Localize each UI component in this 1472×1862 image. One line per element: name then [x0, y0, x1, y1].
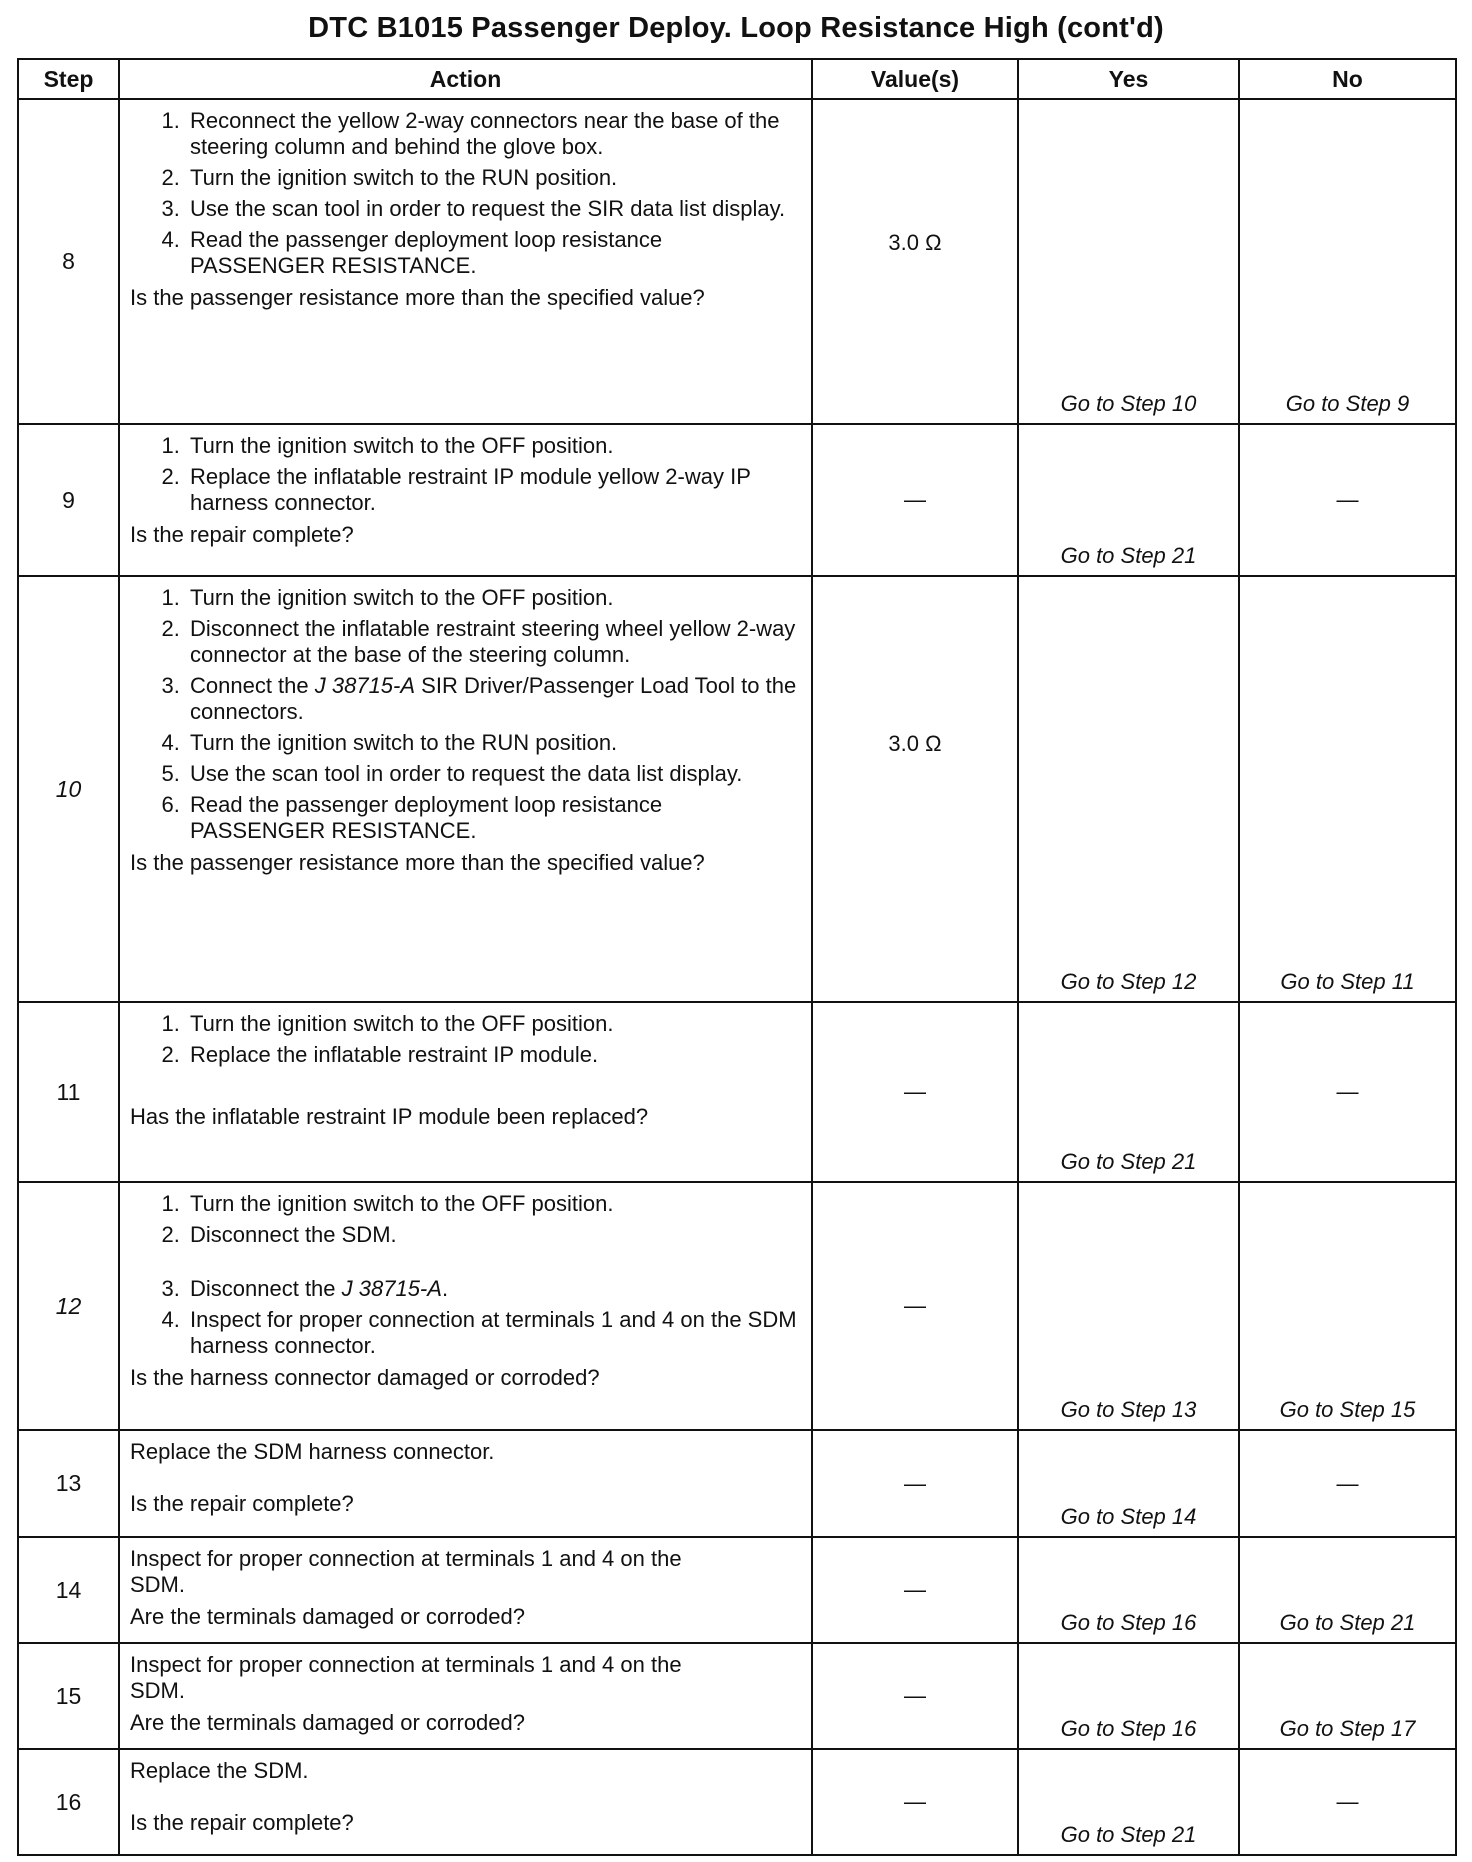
table-row [18, 424, 1456, 576]
header-values: Value(s) [812, 59, 1018, 99]
step-number: 15 [18, 1643, 119, 1749]
no-cell: — [1239, 424, 1456, 576]
tool-reference: J 38715-A [314, 673, 416, 698]
no-cell: Go to Step 17 [1239, 1643, 1456, 1749]
value-cell: — [812, 1643, 1018, 1749]
yes-cell: Go to Step 10 [1018, 99, 1239, 424]
step-number: 16 [18, 1749, 119, 1855]
table-row [18, 1537, 1456, 1643]
value-cell [812, 576, 1018, 1002]
action-question: Is the passenger resistance more than the specified value? [130, 850, 705, 875]
yes-cell: Go to Step 12 [1018, 576, 1239, 1002]
action-text: Replace the SDM. [130, 1758, 309, 1783]
value-cell: — [812, 1002, 1018, 1182]
action-item: 3. Connect the J 38715-A SIR Driver/Passenger Load Tool to the connectors. [186, 673, 801, 725]
action-item: 2. Disconnect the SDM. [186, 1222, 801, 1248]
action-item: 1. Turn the ignition switch to the OFF position. [186, 1191, 801, 1217]
yes-cell: Go to Step 13 [1018, 1182, 1239, 1430]
action-item: 3. Disconnect the J 38715-A. [186, 1276, 801, 1302]
action-question: Is the harness connector damaged or corroded? [130, 1365, 600, 1390]
action-cell [119, 1749, 812, 1855]
step-number: 13 [18, 1430, 119, 1537]
step-number: 10 [18, 576, 119, 1002]
step-number: 12 [18, 1182, 119, 1430]
action-item: 1. Reconnect the yellow 2-way connectors near the base of the steering column and behind the glove box. [186, 108, 801, 160]
step-number: 11 [18, 1002, 119, 1182]
action-item: 4. Inspect for proper connection at terminals 1 and 4 on the SDM harness connector. [186, 1307, 801, 1359]
action-question: Is the repair complete? [130, 1810, 354, 1835]
step-number: 9 [18, 424, 119, 576]
action-question: Are the terminals damaged or corroded? [130, 1710, 525, 1735]
action-cell [119, 424, 812, 576]
no-cell: Go to Step 15 [1239, 1182, 1456, 1430]
action-item: 2. Turn the ignition switch to the RUN position. [186, 165, 801, 191]
action-cell [119, 99, 812, 424]
value-text: 3.0 Ω [888, 230, 942, 255]
no-cell: Go to Step 9 [1239, 99, 1456, 424]
action-item: 2. Disconnect the inflatable restraint steering wheel yellow 2-way connector at the base of the steering column. [186, 616, 801, 668]
table-row [18, 1002, 1456, 1182]
action-cell [119, 1537, 812, 1643]
action-item: 4. Read the passenger deployment loop resistance PASSENGER RESISTANCE. [186, 227, 801, 279]
action-item: 1. Turn the ignition switch to the OFF position. [186, 1011, 801, 1037]
table-row [18, 99, 1456, 424]
yes-cell: Go to Step 21 [1018, 1002, 1239, 1182]
header-action: Action [119, 59, 812, 99]
action-question: Is the passenger resistance more than the specified value? [130, 285, 705, 310]
action-item: 6. Read the passenger deployment loop resistance PASSENGER RESISTANCE. [186, 792, 801, 844]
action-cell [119, 1643, 812, 1749]
action-text: Inspect for proper connection at terminals 1 and 4 on the SDM. [130, 1546, 682, 1597]
diagnostic-table [17, 58, 1457, 1856]
no-cell: — [1239, 1002, 1456, 1182]
table-row [18, 1182, 1456, 1430]
action-cell [119, 1002, 812, 1182]
value-cell: — [812, 1182, 1018, 1430]
table-header-row [18, 59, 1456, 99]
action-cell [119, 1182, 812, 1430]
value-cell: — [812, 424, 1018, 576]
action-item: 1. Turn the ignition switch to the OFF position. [186, 433, 801, 459]
no-cell: Go to Step 11 [1239, 576, 1456, 1002]
yes-cell: Go to Step 16 [1018, 1537, 1239, 1643]
value-cell: — [812, 1749, 1018, 1855]
page-title: DTC B1015 Passenger Deploy. Loop Resistance High (cont'd) [308, 12, 1164, 44]
action-text: Inspect for proper connection at terminals 1 and 4 on the SDM. [130, 1652, 682, 1703]
action-item: 1. Turn the ignition switch to the OFF position. [186, 585, 801, 611]
action-question: Are the terminals damaged or corroded? [130, 1604, 525, 1629]
header-no: No [1239, 59, 1456, 99]
step-number: 14 [18, 1537, 119, 1643]
header-yes: Yes [1018, 59, 1239, 99]
header-step: Step [18, 59, 119, 99]
action-item: 4. Turn the ignition switch to the RUN position. [186, 730, 801, 756]
action-item: 2. Replace the inflatable restraint IP module. [186, 1042, 801, 1068]
table-row [18, 1643, 1456, 1749]
action-cell [119, 576, 812, 1002]
tool-reference: J 38715-A [341, 1276, 442, 1301]
table-row [18, 1749, 1456, 1855]
action-question: Is the repair complete? [130, 1491, 354, 1516]
yes-cell: Go to Step 14 [1018, 1430, 1239, 1537]
step-number: 8 [18, 99, 119, 424]
yes-cell: Go to Step 21 [1018, 424, 1239, 576]
value-cell [812, 99, 1018, 424]
action-item: 2. Replace the inflatable restraint IP module yellow 2-way IP harness connector. [186, 464, 801, 516]
table-row [18, 1430, 1456, 1537]
action-item: 3. Use the scan tool in order to request the SIR data list display. [186, 196, 801, 222]
value-text: 3.0 Ω [888, 731, 942, 756]
no-cell: — [1239, 1430, 1456, 1537]
action-question: Is the repair complete? [130, 522, 354, 547]
no-cell: — [1239, 1749, 1456, 1855]
action-question: Has the inflatable restraint IP module been replaced? [130, 1104, 649, 1129]
value-cell: — [812, 1537, 1018, 1643]
value-cell: — [812, 1430, 1018, 1537]
yes-cell: Go to Step 16 [1018, 1643, 1239, 1749]
table-row [18, 576, 1456, 1002]
no-cell: Go to Step 21 [1239, 1537, 1456, 1643]
action-item: 5. Use the scan tool in order to request the data list display. [186, 761, 801, 787]
yes-cell: Go to Step 21 [1018, 1749, 1239, 1855]
action-cell [119, 1430, 812, 1537]
action-text: Replace the SDM harness connector. [130, 1439, 495, 1464]
